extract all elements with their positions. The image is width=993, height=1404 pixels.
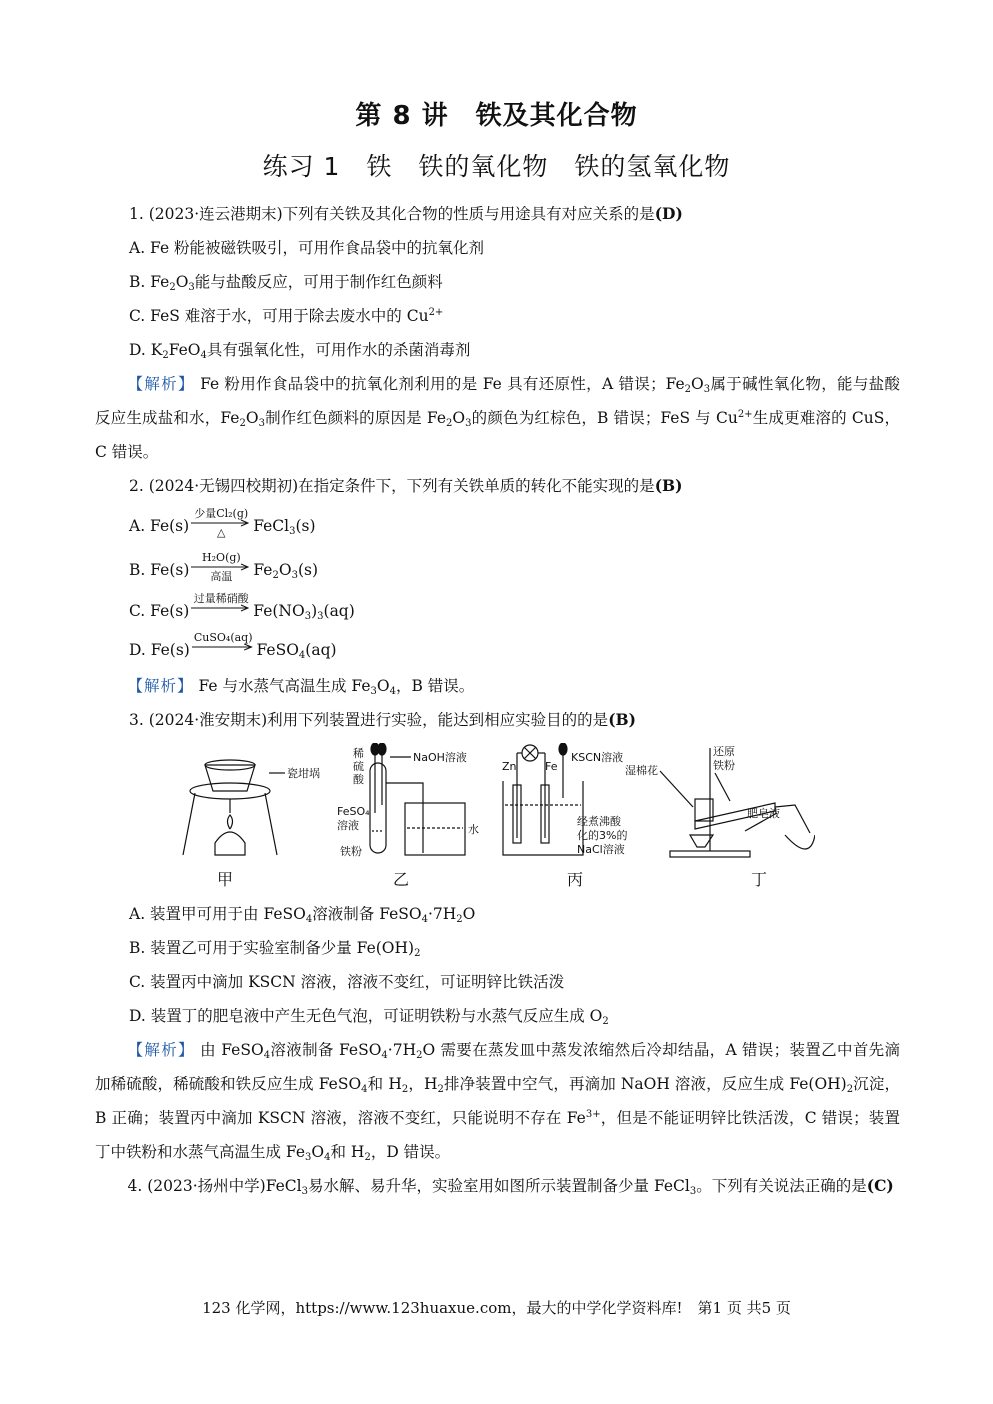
q3-analysis-sub: 2 <box>416 1050 423 1061</box>
q1-analysis-text: O <box>452 409 466 427</box>
q2-a-rhs: (s) <box>295 517 316 535</box>
q1-b-sub: 2 <box>169 282 176 293</box>
q3-analysis-sup: 3+ <box>585 1109 601 1120</box>
q3-analysis-sub: 2 <box>364 1152 371 1163</box>
q3-analysis-text: O 需要在蒸发皿中蒸发浓缩然后冷却结晶，A 错误；装置乙中首先滴加稀硫酸，稀硫酸和铁反应生成 FeSO <box>95 1041 900 1093</box>
q2-b-rhs: Fe <box>253 561 273 579</box>
q3-a-sub: 2 <box>456 914 463 925</box>
label-water: 水 <box>468 823 479 836</box>
q3-a-text: A. 装置甲可用于由 FeSO <box>129 905 306 923</box>
q2-c-rhs: ) <box>311 602 318 620</box>
q1-analysis-sub: 2 <box>684 384 692 395</box>
q1-analysis-sub: 3 <box>258 418 265 429</box>
q2-c-sub: 3 <box>304 611 312 622</box>
q1-option-c <box>95 299 900 333</box>
arrow-condition-below: 高温 <box>210 570 233 583</box>
q1-b-sub: 3 <box>188 282 195 293</box>
analysis-tag: 【解析】 <box>127 1041 195 1059</box>
label-fe: Fe <box>545 760 558 773</box>
q2-option-d <box>95 631 900 669</box>
q2-option-c <box>95 591 900 631</box>
arrow-condition-below <box>221 651 225 662</box>
q1-analysis-text: 制作红色颜料的原因是 Fe <box>264 409 447 427</box>
q1-b-text: B. Fe <box>129 273 170 291</box>
q2-c-lhs: C. Fe(s) <box>129 602 190 620</box>
q3-option-a <box>95 897 900 931</box>
q3-analysis-sub: 4 <box>263 1050 271 1061</box>
q2-analysis-sub: 4 <box>389 686 396 697</box>
q1-answer: (D) <box>654 204 683 223</box>
q3-analysis-sub: 3 <box>305 1152 312 1163</box>
q1-analysis-sub: 3 <box>703 384 711 395</box>
q3-b-sub: 2 <box>414 948 421 959</box>
q2-stem <box>95 469 900 503</box>
q3-option-d <box>95 999 900 1033</box>
q3-a-sub: 4 <box>305 914 313 925</box>
apparatus-diagram <box>175 743 815 893</box>
reaction-arrow <box>191 593 251 623</box>
q3-analysis-text: 溶液制备 FeSO <box>270 1041 382 1059</box>
q1-option-d <box>95 333 900 367</box>
q2-option-b <box>95 549 900 591</box>
caption-ding: 丁 <box>751 870 768 889</box>
q3-analysis-sub: 2 <box>437 1084 444 1095</box>
q2-b-lhs: B. Fe(s) <box>129 561 190 579</box>
q2-b-rhs: O <box>278 561 292 579</box>
q3-analysis <box>95 1033 900 1169</box>
q3-b-text: B. 装置乙可用于实验室制备少量 Fe(OH) <box>129 939 415 957</box>
q3-analysis-text: 由 FeSO <box>194 1041 264 1059</box>
q3-answer: (B) <box>608 710 636 729</box>
arrow-condition-below <box>219 612 223 623</box>
q2-b-sub: 2 <box>272 570 279 581</box>
q3-analysis-sub: 4 <box>324 1152 331 1163</box>
q3-a-text: O <box>462 905 476 923</box>
arrow-condition-above: 少量Cl₂(g) <box>194 507 249 520</box>
analysis-tag: 【解析】 <box>127 375 195 393</box>
caption-yi: 乙 <box>393 870 410 889</box>
reaction-arrow <box>191 552 251 582</box>
q3-analysis-text: O <box>311 1143 325 1161</box>
q3-d-text: D. 装置丁的肥皂液中产生无色气泡，可证明铁粉与水蒸气反应生成 O <box>129 1007 603 1025</box>
q1-analysis <box>95 367 900 469</box>
q3-option-c: C. 装置丙中滴加 KSCN 溶液，溶液不变红，可证明锌比铁活泼 <box>129 973 565 991</box>
q4-stem <box>95 1169 900 1203</box>
q1-d-text: 具有强氧化性，可用作水的杀菌消毒剂 <box>206 341 471 359</box>
apparatus-figure <box>175 743 815 893</box>
q2-analysis <box>95 669 900 703</box>
q3-analysis-sub: 4 <box>361 1084 368 1095</box>
q3-analysis-text: 沉淀，B 正确；装置丙中滴加 KSCN 溶液，溶液不变红，只能说明不存在 Fe <box>95 1075 900 1127</box>
q4-answer: (C) <box>866 1176 894 1195</box>
label-zn: Zn <box>502 760 517 773</box>
q2-d-rhs: (aq) <box>305 641 337 659</box>
label-dilute-acid: 稀 <box>353 747 364 760</box>
q3-analysis-text: 和 H <box>330 1143 365 1161</box>
label-iron-powder: 铁粉 <box>340 845 362 858</box>
arrow-condition-above: CuSO₄(aq) <box>193 631 253 644</box>
reaction-arrow <box>191 508 251 538</box>
q2-answer: (B) <box>654 476 683 495</box>
q1-b-text: 能与盐酸反应，可用于制作红色颜料 <box>194 273 443 291</box>
q2-analysis-text: Fe 与水蒸气高温生成 Fe <box>193 677 371 695</box>
q3-d-sub: 2 <box>602 1016 609 1027</box>
q2-a-sub: 3 <box>289 526 296 537</box>
q1-analysis-text: O <box>245 409 259 427</box>
label-nacl: NaCl溶液 <box>577 843 625 856</box>
q4-stem-text: 4. (2023·扬州中学)FeCl <box>127 1177 302 1195</box>
q1-d-text: FeO <box>168 341 201 359</box>
q2-analysis-sub: 3 <box>370 686 377 697</box>
q1-b-text: O <box>175 273 189 291</box>
lecture-title: 第 8 讲 铁及其化合物 <box>355 101 638 131</box>
label-feso4: FeSO₄ <box>337 805 370 818</box>
label-wet-cotton: 湿棉花 <box>625 764 658 777</box>
content-bottom <box>95 897 900 1203</box>
q2-b-rhs: (s) <box>297 561 318 579</box>
q1-stem-text: 1. (2023·连云港期末)下列有关铁及其化合物的性质与用途具有对应关系的是 <box>129 205 655 223</box>
q2-stem-text: 2. (2024·无锡四校期初)在指定条件下，下列有关铁单质的转化不能实现的是 <box>129 477 655 495</box>
q1-analysis-text: 生成更难溶的 CuS，C 错误。 <box>95 409 901 461</box>
reaction-arrow <box>192 632 255 662</box>
q3-a-text: ·7H <box>427 905 457 923</box>
q3-analysis-text: 和 H <box>367 1075 402 1093</box>
q3-analysis-text: ，H <box>408 1075 438 1093</box>
q1-analysis-text: 的颜色为红棕色，B 错误；FeS 与 Cu <box>471 409 738 427</box>
label-feso4-sol: 溶液 <box>337 819 359 832</box>
q1-stem <box>95 197 900 231</box>
q1-d-text: D. K <box>129 341 163 359</box>
q2-d-rhs: FeSO <box>256 641 299 659</box>
q3-analysis-sub: 4 <box>381 1050 388 1061</box>
apparatus-ding <box>660 748 815 857</box>
q1-analysis-sub: 2 <box>239 418 246 429</box>
q1-analysis-sup: 2+ <box>737 409 753 420</box>
q3-a-text: 溶液制备 FeSO <box>312 905 422 923</box>
q4-stem-text: 易水解、易升华，实验室用如图所示装置制备少量 FeCl <box>308 1177 690 1195</box>
q1-c-sup: 2+ <box>428 307 444 318</box>
caption-jia: 甲 <box>217 870 234 889</box>
label-dilute-acid: 硫 <box>353 760 364 773</box>
q1-analysis-sub: 3 <box>465 418 472 429</box>
q2-d-sub: 4 <box>298 650 306 661</box>
q3-analysis-text: ，但是不能证明锌比铁活泼，C 错误；装置丁中铁粉和水蒸气高温生成 Fe <box>95 1109 900 1161</box>
q2-d-lhs: D. Fe(s) <box>129 641 190 659</box>
q2-b-sub: 3 <box>291 570 298 581</box>
q1-option-b <box>95 265 900 299</box>
label-reduced-iron: 铁粉 <box>713 759 735 772</box>
label-soap: 肥皂液 <box>747 807 780 820</box>
q1-c-text: C. FeS 难溶于水，可用于除去废水中的 Cu <box>129 307 429 325</box>
q1-analysis-text: O <box>691 375 704 393</box>
q3-analysis-sub: 2 <box>401 1084 409 1095</box>
right-arrow-icon <box>191 604 251 612</box>
caption-bing: 丙 <box>567 870 584 889</box>
q3-stem-text: 3. (2024·淮安期末)利用下列装置进行实验，能达到相应实验目的的是 <box>129 711 609 729</box>
q3-stem <box>95 703 900 737</box>
arrow-condition-below: △ <box>216 526 226 539</box>
q3-analysis-sub: 2 <box>846 1084 854 1095</box>
q2-a-lhs: A. Fe(s) <box>129 517 190 535</box>
q4-stem-text: 。下列有关说法正确的是 <box>696 1177 867 1195</box>
q2-c-rhs: Fe(NO <box>253 602 305 620</box>
arrow-condition-above: 过量稀硝酸 <box>193 592 249 605</box>
q1-analysis-text: 属于碱性氧化物，能与盐酸反应生成盐和水，Fe <box>95 375 900 427</box>
q4-sub: 3 <box>301 1186 309 1197</box>
label-kscn: KSCN溶液 <box>571 751 624 764</box>
q3-analysis-text: ·7H <box>387 1041 417 1059</box>
q4-sub: 3 <box>689 1186 697 1197</box>
q1-d-sub: 4 <box>200 350 207 361</box>
content-top <box>95 197 900 737</box>
analysis-tag: 【解析】 <box>127 677 194 695</box>
q3-a-sub: 4 <box>421 914 428 925</box>
label-dilute-acid: 酸 <box>353 773 364 786</box>
arrow-condition-above: H₂O(g) <box>202 551 241 564</box>
label-reduced-iron: 还原 <box>713 745 735 758</box>
label-crucible: 瓷坩埚 <box>287 767 320 780</box>
q2-c-rhs: (aq) <box>323 602 355 620</box>
apparatus-jia <box>183 760 285 855</box>
q2-option-a <box>95 503 900 549</box>
q1-d-sub: 2 <box>162 350 169 361</box>
q3-analysis-text: 排净装置中空气，再滴加 NaOH 溶液，反应生成 Fe(OH) <box>443 1075 847 1093</box>
q2-analysis-text: ，B 错误。 <box>395 677 475 695</box>
q1-option-a: A. Fe 粉能被磁铁吸引，可用作食品袋中的抗氧化剂 <box>129 239 485 257</box>
q3-analysis-text: ，D 错误。 <box>370 1143 451 1161</box>
q3-option-b <box>95 931 900 965</box>
label-nacl: 化的3%的 <box>577 829 628 842</box>
page-footer: 123 化学网，https://www.123huaxue.com，最大的中学化学资料库! 第1 页 共5 页 <box>202 1299 791 1317</box>
q2-analysis-text: O <box>376 677 390 695</box>
q1-analysis-text: Fe 粉用作食品袋中的抗氧化剂利用的是 Fe 具有还原性，A 错误；Fe <box>194 375 685 393</box>
label-naoh: NaOH溶液 <box>413 751 467 764</box>
q2-c-sub: 3 <box>317 611 324 622</box>
q2-a-rhs: FeCl <box>253 517 290 535</box>
q1-analysis-sub: 2 <box>446 418 453 429</box>
right-arrow-icon <box>192 643 255 651</box>
exercise-subtitle: 练习 1 铁 铁的氧化物 铁的氢氧化物 <box>262 152 731 181</box>
label-nacl: 经煮沸酸 <box>577 815 621 828</box>
